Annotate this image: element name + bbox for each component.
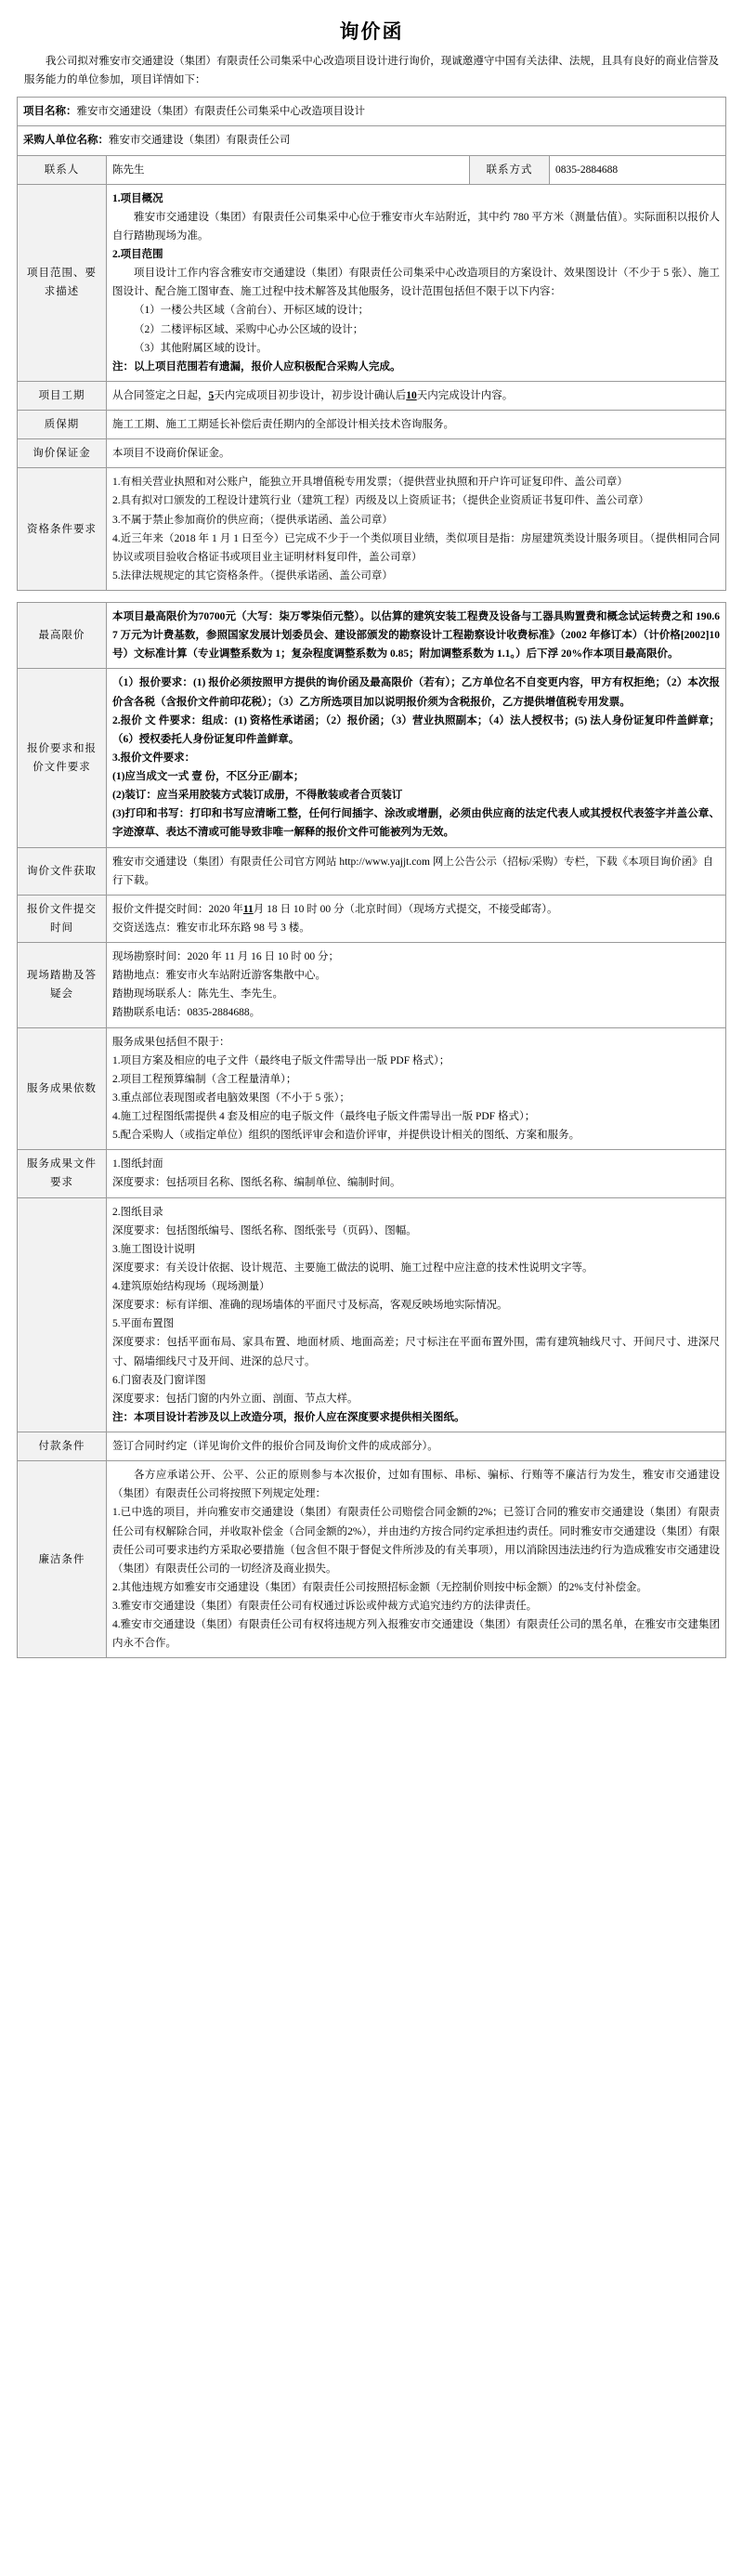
- table-row-deliverable-req-1: [18, 1150, 726, 1197]
- payment-value: 签订合同时约定（详见询价文件的报价合同及询价文件的成成部分）。: [107, 1432, 726, 1461]
- table-row-scope: [18, 184, 726, 381]
- quote-req-label: 报价要求和报价文件要求: [18, 669, 107, 847]
- qualification-item-5: 5.法律法规规定的其它资格条件。（提供承诺函、盖公司章）: [112, 569, 393, 582]
- deliverable-req-item-5: 5.平面布置图: [112, 1318, 175, 1330]
- deliverable-req-depth-1: 深度要求：包括项目名称、图纸名称、编制单位、编制时间。: [112, 1177, 401, 1189]
- deliverable-req-note: 注：本项目设计若涉及以上改造分项，报价人应在深度要求提供相关图纸。: [112, 1411, 465, 1423]
- deliverables-item-3: 3.重点部位表现图或者电脑效果图（不小于 5 张）；: [112, 1092, 350, 1104]
- submit-time-text-a: 报价文件提交时间：2020 年: [112, 903, 243, 915]
- intro-paragraph: 我公司拟对雅安市交通建设（集团）有限责任公司集采中心改造项目设计进行询价，现诚邀遵守中国有关法律、法规，且具有良好的商业信誉及服务能力的单位参加，项目详情如下：: [24, 56, 719, 86]
- contact-value: 陈先生: [107, 155, 470, 184]
- deliverable-req-label: 服务成果文件要求: [18, 1150, 107, 1197]
- submit-time-text-b: 月 18 日 10 时 00 分（北京时间）（现场方式提交，不接受邮寄）。: [253, 903, 558, 915]
- scope-item-2: （2）二楼评标区域、采购中心办公区域的设计；: [134, 323, 364, 335]
- table-row-purchaser: [18, 126, 726, 155]
- deliverables-content: [107, 1027, 726, 1150]
- scope-heading-1: 1.项目概况: [112, 192, 163, 204]
- table-row-duration: [18, 381, 726, 410]
- table-row-submit-time: [18, 895, 726, 942]
- table-gap: [17, 591, 726, 602]
- deposit-value: 本项目不设商价保证金。: [107, 439, 726, 468]
- deliverable-req-content-2: [107, 1197, 726, 1432]
- submit-time-label: 报价文件提交时间: [18, 895, 107, 942]
- project-name-value: 雅安市交通建设（集团）有限责任公司集采中心改造项目设计: [76, 106, 365, 118]
- duration-days-final: 10: [406, 389, 417, 401]
- duration-text-b: 天内完成项目初步设计，初步设计确认后: [214, 389, 407, 401]
- inquiry-table: [17, 97, 726, 591]
- deliverable-req-item-1: 1.图纸封面: [112, 1158, 163, 1170]
- table-row-deliverables: [18, 1027, 726, 1150]
- integrity-item-2: 2.其他违规方如雅安市交通建设（集团）有限责任公司按照招标金额（无控制价则按中标金额）的2%支付补偿金。: [112, 1581, 647, 1593]
- qualification-label: 资格条件要求: [18, 468, 107, 591]
- deliverable-req-item-4: 4.建筑原始结构现场（现场测量）: [112, 1281, 270, 1292]
- contact-way-value: 0835-2884688: [550, 155, 726, 184]
- integrity-label: 廉洁条件: [18, 1461, 107, 1658]
- qualification-item-1: 1.有相关营业执照和对公账户，能独立开具增值税专用发票；（提供营业执照和开户许可证复印件、盖公司章）: [112, 477, 628, 489]
- deliverable-req-content-1: [107, 1150, 726, 1197]
- deliverable-req-depth-5: 深度要求：包括平面布局、家具布置、地面材质、地面高差；尺寸标注在平面布置外围，需有建筑轴线尺寸、开间尺寸、进深尺寸、隔墙细线尺寸及开间、进深的总尺寸。: [112, 1337, 720, 1367]
- warranty-label: 质保期: [18, 411, 107, 439]
- deliverable-req-item-3: 3.施工图设计说明: [112, 1243, 196, 1255]
- deliverable-req-depth-4: 深度要求：标有详细、准确的现场墙体的平面尺寸及标高，客观反映场地实际情况。: [112, 1300, 508, 1312]
- duration-label: 项目工期: [18, 381, 107, 410]
- integrity-content: [107, 1461, 726, 1658]
- scope-heading-2: 2.项目范围: [112, 249, 163, 260]
- project-name-label: 项目名称：: [23, 106, 77, 118]
- quote-req-p3: 3.报价文件要求：: [112, 752, 196, 764]
- submit-location: 交资送选点：雅安市北环东路 98 号 3 楼。: [112, 922, 310, 934]
- qualification-content: [107, 468, 726, 591]
- table-row-doc-access: [18, 847, 726, 895]
- inquiry-table-part2: [17, 602, 726, 1658]
- contact-label: 联系人: [18, 155, 107, 184]
- table-row-contact: [18, 155, 726, 184]
- duration-days-initial: 5: [208, 389, 215, 401]
- max-price-text: 本项目最高限价为70700元（大写：柒万零柒佰元整）。以估算的建筑安装工程费及设备与工器具购置费和概念试运转费之和 190.67 万元为计费基数，参照国家发展计划委员会、建设部颁发的勘察设计工程勘察设计收费标准》（2002 年修订本）（计价格[2002]10 号）文标准计算（专业调整系数为 1；复杂程度调整系数为 0.85；附加调整系数为 1.1。）后下浮 20%作本项目最高限价。: [112, 611, 720, 660]
- warranty-value: 施工工期、施工工期延长补偿后责任期内的全部设计相关技术咨询服务。: [107, 411, 726, 439]
- deliverables-item-5: 5.配合采购人（或指定单位）组织的图纸评审会和造价评审，并提供设计相关的图纸、方案和服务。: [112, 1130, 580, 1142]
- duration-text-c: 天内完成设计内容。: [416, 389, 514, 401]
- scope-content: [107, 184, 726, 381]
- table-row-integrity: [18, 1461, 726, 1658]
- submit-time-content: [107, 895, 726, 942]
- project-name-cell: [18, 98, 726, 126]
- scope-item-1: （1）一楼公共区域（含前台）、开标区域的设计；: [134, 305, 369, 317]
- qualification-item-2: 2.具有拟对口颁发的工程设计建筑行业（建筑工程）丙级及以上资质证书；（提供企业资质证书复印件、盖公司章）: [112, 495, 649, 507]
- deliverable-req-item-6: 6.门窗表及门窗详图: [112, 1374, 206, 1386]
- deliverables-intro: 服务成果包括但不限于：: [112, 1036, 230, 1048]
- deliverables-item-1: 1.项目方案及相应的电子文件（最终电子版文件需导出一版 PDF 格式）；: [112, 1054, 450, 1066]
- submit-time-line-1: [112, 900, 720, 919]
- table-row-quote-req: [18, 669, 726, 847]
- page-title: 询价函: [339, 20, 404, 43]
- qualification-item-4: 4.近三年来（2018 年 1 月 1 日至今）已完成不少于一个类似项目业绩，类似项目是指：房屋建筑类设计服务项目。（提供相同合同协议或项目验收合格证书或项目业主证明材料复印件，盖公司章）: [112, 532, 720, 563]
- site-visit-contact: 踏勘现场联系人：陈先生、李先生。: [112, 988, 283, 1000]
- table-row-deposit: [18, 439, 726, 468]
- scope-label: 项目范围、要求描述: [18, 184, 107, 381]
- site-visit-label: 现场踏勘及答疑会: [18, 943, 107, 1028]
- contact-way-label: 联系方式: [470, 155, 550, 184]
- deliverables-label: 服务成果依数: [18, 1027, 107, 1150]
- deposit-label: 询价保证金: [18, 439, 107, 468]
- table-row-warranty: [18, 411, 726, 439]
- duration-text-a: 从合同签定之日起，: [112, 389, 209, 401]
- site-visit-phone: 踏勘联系电话：0835-2884688。: [112, 1007, 261, 1019]
- quote-req-p6: (3)打印和书写：打印和书写应清晰工整，任何行间插字、涂改或增删，必须由供应商的法定代表人或其授权代表签字并盖公章、字迹潦草、表达不清或可能导致非唯一解释的报价文件可能被列为无效。: [112, 808, 720, 839]
- submit-time-month: 11: [242, 903, 254, 915]
- scope-para-1: 雅安市交通建设（集团）有限责任公司集采中心位于雅安市火车站附近，其中约 780 平方米（测量估值）。实际面积以报价人自行踏勘现场为准。: [112, 211, 720, 242]
- deliverable-req-depth-3: 深度要求：有关设计依据、设计规范、主要施工做法的说明、施工过程中应注意的技术性说明文字等。: [112, 1262, 593, 1274]
- duration-content: [107, 381, 726, 410]
- max-price-content: [107, 603, 726, 669]
- deliverables-item-2: 2.项目工程预算编制（含工程量清单）；: [112, 1073, 297, 1085]
- table-row-project-name: [18, 98, 726, 126]
- payment-label: 付款条件: [18, 1432, 107, 1461]
- deliverable-req-item-2: 2.图纸目录: [112, 1206, 163, 1218]
- purchaser-label: 采购人单位名称：: [23, 135, 109, 147]
- integrity-item-4: 4.雅安市交通建设（集团）有限责任公司有权将违规方列入报雅安市交通建设（集团）有限责任公司的黑名单，在雅安市交建集团内永不合作。: [112, 1619, 720, 1650]
- purchaser-value: 雅安市交通建设（集团）有限责任公司: [109, 135, 291, 147]
- qualification-item-3: 3.不属于禁止参加商价的供应商；（提供承诺函、盖公司章）: [112, 514, 393, 526]
- integrity-intro: 各方应承诺公开、公平、公正的原则参与本次报价，过如有围标、串标、骗标、行贿等不廉洁行为发生，雅安市交通建设（集团）有限责任公司将按照下列规定处理：: [112, 1470, 720, 1500]
- doc-access-label: 询价文件获取: [18, 847, 107, 895]
- table-row-deliverable-req-2: [18, 1197, 726, 1432]
- table-row-site-visit: [18, 943, 726, 1028]
- site-visit-content: [107, 943, 726, 1028]
- scope-para-2: 项目设计工作内容含雅安市交通建设（集团）有限责任公司集采中心改造项目的方案设计、效果图设计（不少于 5 张）、施工图设计、配合施工图审查、施工过程中技术解答及其他服务，设计范围包括但不限于以下内容：: [112, 268, 720, 298]
- deliverables-item-4: 4.施工过程图纸需提供 4 套及相应的电子版文件（最终电子版文件需导出一版 PDF 格式）；: [112, 1111, 536, 1122]
- scope-item-3: （3）其他附属区域的设计。: [134, 342, 267, 354]
- quote-req-p2: 2.报价 文 件要求：组成：(1) 资格性承诺函；（2）报价函；（3）营业执照副本；（4）法人授权书；(5) 法人身份证复印件盖鲜章；（6）授权委托人身份证复印件盖鲜章。: [112, 714, 720, 745]
- site-visit-time: 现场勘察时间：2020 年 11 月 16 日 10 时 00 分；: [112, 951, 339, 962]
- quote-req-p4: (1)应当成文一式 壹 份，不区分正/副本；: [112, 771, 305, 782]
- table-row-payment: [18, 1432, 726, 1461]
- table-row-max-price: [18, 603, 726, 669]
- deliverable-req-depth-2: 深度要求：包括图纸编号、图纸名称、图纸张号（页码）、图幅。: [112, 1224, 417, 1236]
- doc-access-value: 雅安市交通建设（集团）有限责任公司官方网站 http://www.yajjt.com 网上公告公示（招标/采购）专栏，下载《本项目询价函》自行下载。: [107, 847, 726, 895]
- deliverable-req-depth-6: 深度要求：包括门窗的内外立面、剖面、节点大样。: [112, 1393, 358, 1405]
- site-visit-place: 踏勘地点：雅安市火车站附近游客集散中心。: [112, 970, 326, 982]
- quote-req-p5: (2)装订：应当采用胶装方式装订成册，不得散装或者合页装订: [112, 790, 403, 802]
- quote-req-p1: （1）报价要求：(1) 报价必须按照甲方提供的询价函及最高限价（若有）；乙方单位名不自变更内容，甲方有权拒绝；（2）本次报价含各税（含报价文件前印花税）；（3）乙方所选项目加以说明报价须为含税报价，乙方提供增值税专用发票。: [112, 677, 720, 708]
- purchaser-cell: [18, 126, 726, 155]
- quote-req-content: [107, 669, 726, 847]
- deliverable-req-label-blank: [18, 1197, 107, 1432]
- integrity-item-1: 1.已中选的项目，并向雅安市交通建设（集团）有限责任公司赔偿合同金额的2%；已签订合同的雅安市交通建设（集团）有限责任公司有权解除合同，并收取补偿金（合同金额的2%），并由违约方按合同约定承担违约责任。同时雅安市交通建设（集团）有限责任公司可要求违约方采取必要措施（包含但不限于督促文件所涉及的有关事项），用以消除因违法违约行为造成雅安市交通建设（集团）有限责任公司的一切经济及商业损失。: [112, 1507, 720, 1575]
- max-price-label: 最高限价: [18, 603, 107, 669]
- integrity-item-3: 3.雅安市交通建设（集团）有限责任公司有权通过诉讼或仲裁方式追究违约方的法律责任。: [112, 1601, 538, 1612]
- table-row-qualification: [18, 468, 726, 591]
- scope-note: 注：以上项目范围若有遗漏，报价人应积极配合采购人完成。: [112, 360, 401, 373]
